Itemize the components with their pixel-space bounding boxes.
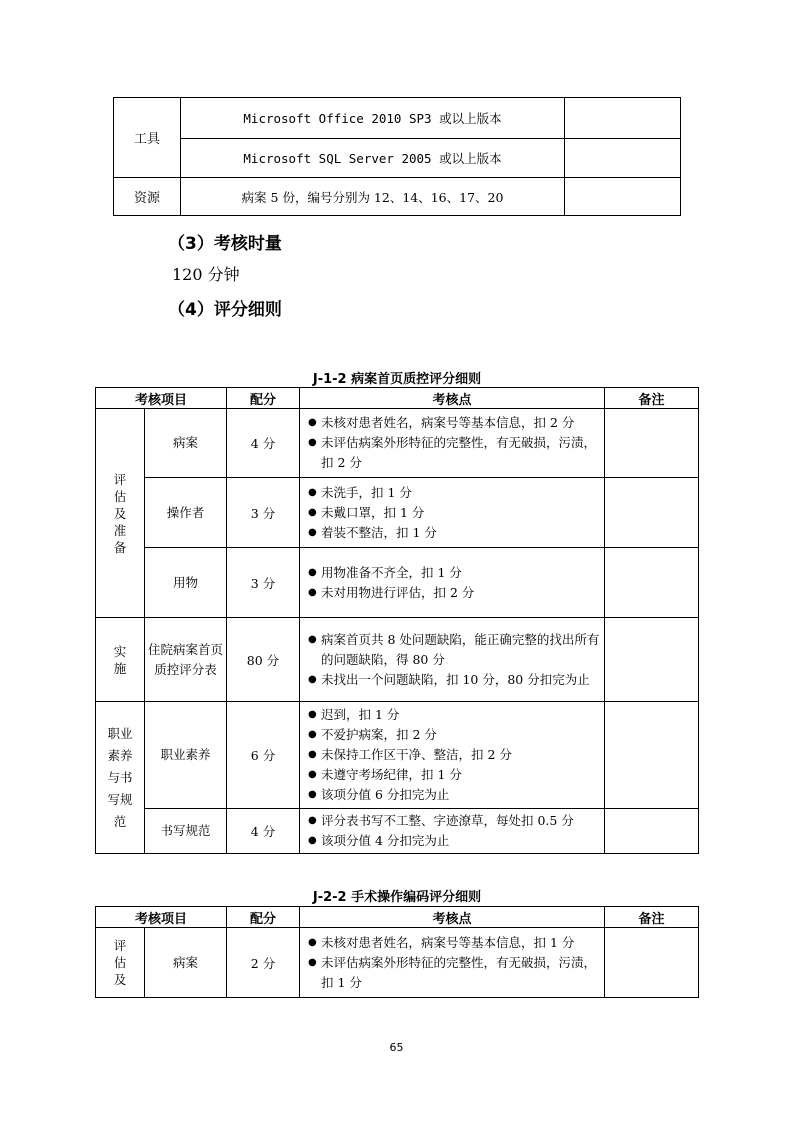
bullet-icon: ● — [308, 956, 317, 968]
tool-sql-server: Microsoft SQL Server 2005 或以上版本 — [181, 139, 565, 178]
bullet-icon: ● — [308, 506, 317, 518]
bullet-icon: ● — [308, 633, 317, 645]
item-score: 4 分 — [227, 809, 300, 854]
checkpoints — [300, 702, 605, 809]
checkpoint: ● 着装不整洁，扣 1 分 — [308, 523, 600, 543]
header-score: 配分 — [227, 907, 300, 928]
item-name: 住院病案首页质控评分表 — [145, 618, 227, 702]
tools-table — [113, 97, 681, 216]
bullet-icon: ● — [308, 769, 317, 780]
checkpoint: ● 未保持工作区干净、整洁，扣 2 分 — [308, 745, 600, 765]
note-cell — [605, 478, 699, 548]
header-score: 配分 — [227, 388, 300, 409]
checkpoint: ● 用物准备不齐全，扣 1 分 — [308, 563, 600, 583]
bullet-icon: ● — [308, 729, 317, 740]
header-item: 考核项目 — [96, 388, 227, 409]
item-name: 职业素养 — [145, 702, 227, 809]
section-3-heading: （3）考核时量 — [168, 234, 282, 254]
checkpoint: ● 未核对患者姓名，病案号等基本信息，扣 1 分 — [308, 933, 600, 953]
checkpoint: ● 未评估病案外形特征的完整性，有无破损，污渍，扣 2 分 — [308, 435, 597, 470]
checkpoint: ● 病案首页共 8 处问题缺陷，能正确完整的找出所有的问题缺陷，得 80 分 — [308, 631, 600, 667]
checkpoint: ● 该项分值 4 分扣完为止 — [308, 831, 600, 851]
blank-cell — [565, 98, 681, 139]
item-name: 病案 — [145, 409, 227, 478]
bullet-icon: ● — [308, 749, 317, 760]
checkpoint: ● 迟到，扣 1 分 — [308, 705, 600, 725]
checkpoint: ● 不爱护病案，扣 2 分 — [308, 725, 600, 745]
checkpoints — [300, 618, 605, 702]
checkpoint: ● 未对用物进行评估，扣 2 分 — [308, 583, 600, 603]
bullet-icon: ● — [308, 936, 317, 948]
tools-label: 工具 — [114, 98, 181, 178]
item-score: 2 分 — [227, 928, 300, 998]
item-score: 3 分 — [227, 478, 300, 548]
category-prof: 职业素养与书写规范 — [96, 702, 145, 854]
blank-cell — [565, 139, 681, 178]
table-2-caption: J-2-2 手术操作编码评分细则 — [312, 890, 482, 905]
header-note: 备注 — [605, 907, 699, 928]
checkpoint: ● 未洗手，扣 1 分 — [308, 483, 600, 503]
note-cell — [605, 928, 699, 998]
bullet-icon: ● — [308, 673, 317, 685]
category-eval: 评估及准备 — [96, 409, 145, 618]
header-points: 考核点 — [300, 907, 605, 928]
checkpoint: ● 未评估病案外形特征的完整性，有无破损，污渍，扣 1 分 — [308, 954, 597, 990]
bullet-icon: ● — [308, 526, 317, 538]
tool-office: Microsoft Office 2010 SP3 或以上版本 — [181, 98, 565, 139]
item-score: 6 分 — [227, 702, 300, 809]
exam-duration: 120 分钟 — [172, 265, 240, 284]
checkpoint: ● 未遵守考场纪律，扣 1 分 — [308, 765, 600, 785]
bullet-icon: ● — [308, 709, 317, 720]
note-cell — [605, 618, 699, 702]
checkpoint: ● 评分表书写不工整、字迹潦草，每处扣 0.5 分 — [308, 811, 600, 831]
checkpoints — [300, 478, 605, 548]
note-cell — [605, 548, 699, 618]
note-cell — [605, 809, 699, 854]
bullet-icon: ● — [308, 586, 317, 598]
table-1-caption: J-1-2 病案首页质控评分细则 — [312, 372, 482, 387]
bullet-icon: ● — [308, 835, 317, 846]
checkpoint: ● 未戴口罩，扣 1 分 — [308, 503, 600, 523]
note-cell — [605, 409, 699, 478]
checkpoints — [300, 409, 605, 478]
header-note: 备注 — [605, 388, 699, 409]
header-points: 考核点 — [300, 388, 605, 409]
note-cell — [605, 702, 699, 809]
item-name: 病案 — [145, 928, 227, 998]
section-4-heading: （4）评分细则 — [168, 300, 282, 320]
rubric-table-2 — [95, 906, 699, 998]
page-number: 65 — [389, 1041, 404, 1054]
resources-label: 资源 — [114, 178, 181, 216]
checkpoints — [300, 928, 605, 998]
item-score: 3 分 — [227, 548, 300, 618]
item-score: 80 分 — [227, 618, 300, 702]
checkpoints — [300, 548, 605, 618]
item-name: 书写规范 — [145, 809, 227, 854]
rubric-table-1 — [95, 387, 699, 854]
item-name: 操作者 — [145, 478, 227, 548]
checkpoint: ● 该项分值 6 分扣完为止 — [308, 785, 600, 805]
item-score: 4 分 — [227, 409, 300, 478]
bullet-icon: ● — [308, 566, 317, 578]
bullet-icon: ● — [308, 815, 317, 826]
blank-cell — [565, 178, 681, 216]
item-name: 用物 — [145, 548, 227, 618]
bullet-icon: ● — [308, 789, 317, 800]
checkpoint: ● 未核对患者姓名，病案号等基本信息，扣 2 分 — [308, 413, 600, 433]
category-impl: 实施 — [96, 618, 145, 702]
checkpoint: ● 未找出一个问题缺陷，扣 10 分，80 分扣完为止 — [308, 670, 600, 690]
header-item: 考核项目 — [96, 907, 227, 928]
checkpoints — [300, 809, 605, 854]
bullet-icon: ● — [308, 437, 317, 448]
bullet-icon: ● — [308, 486, 317, 498]
resources-value: 病案 5 份，编号分别为 12、14、16、17、20 — [181, 178, 565, 216]
bullet-icon: ● — [308, 417, 317, 428]
category-eval: 评估及 — [96, 928, 145, 998]
